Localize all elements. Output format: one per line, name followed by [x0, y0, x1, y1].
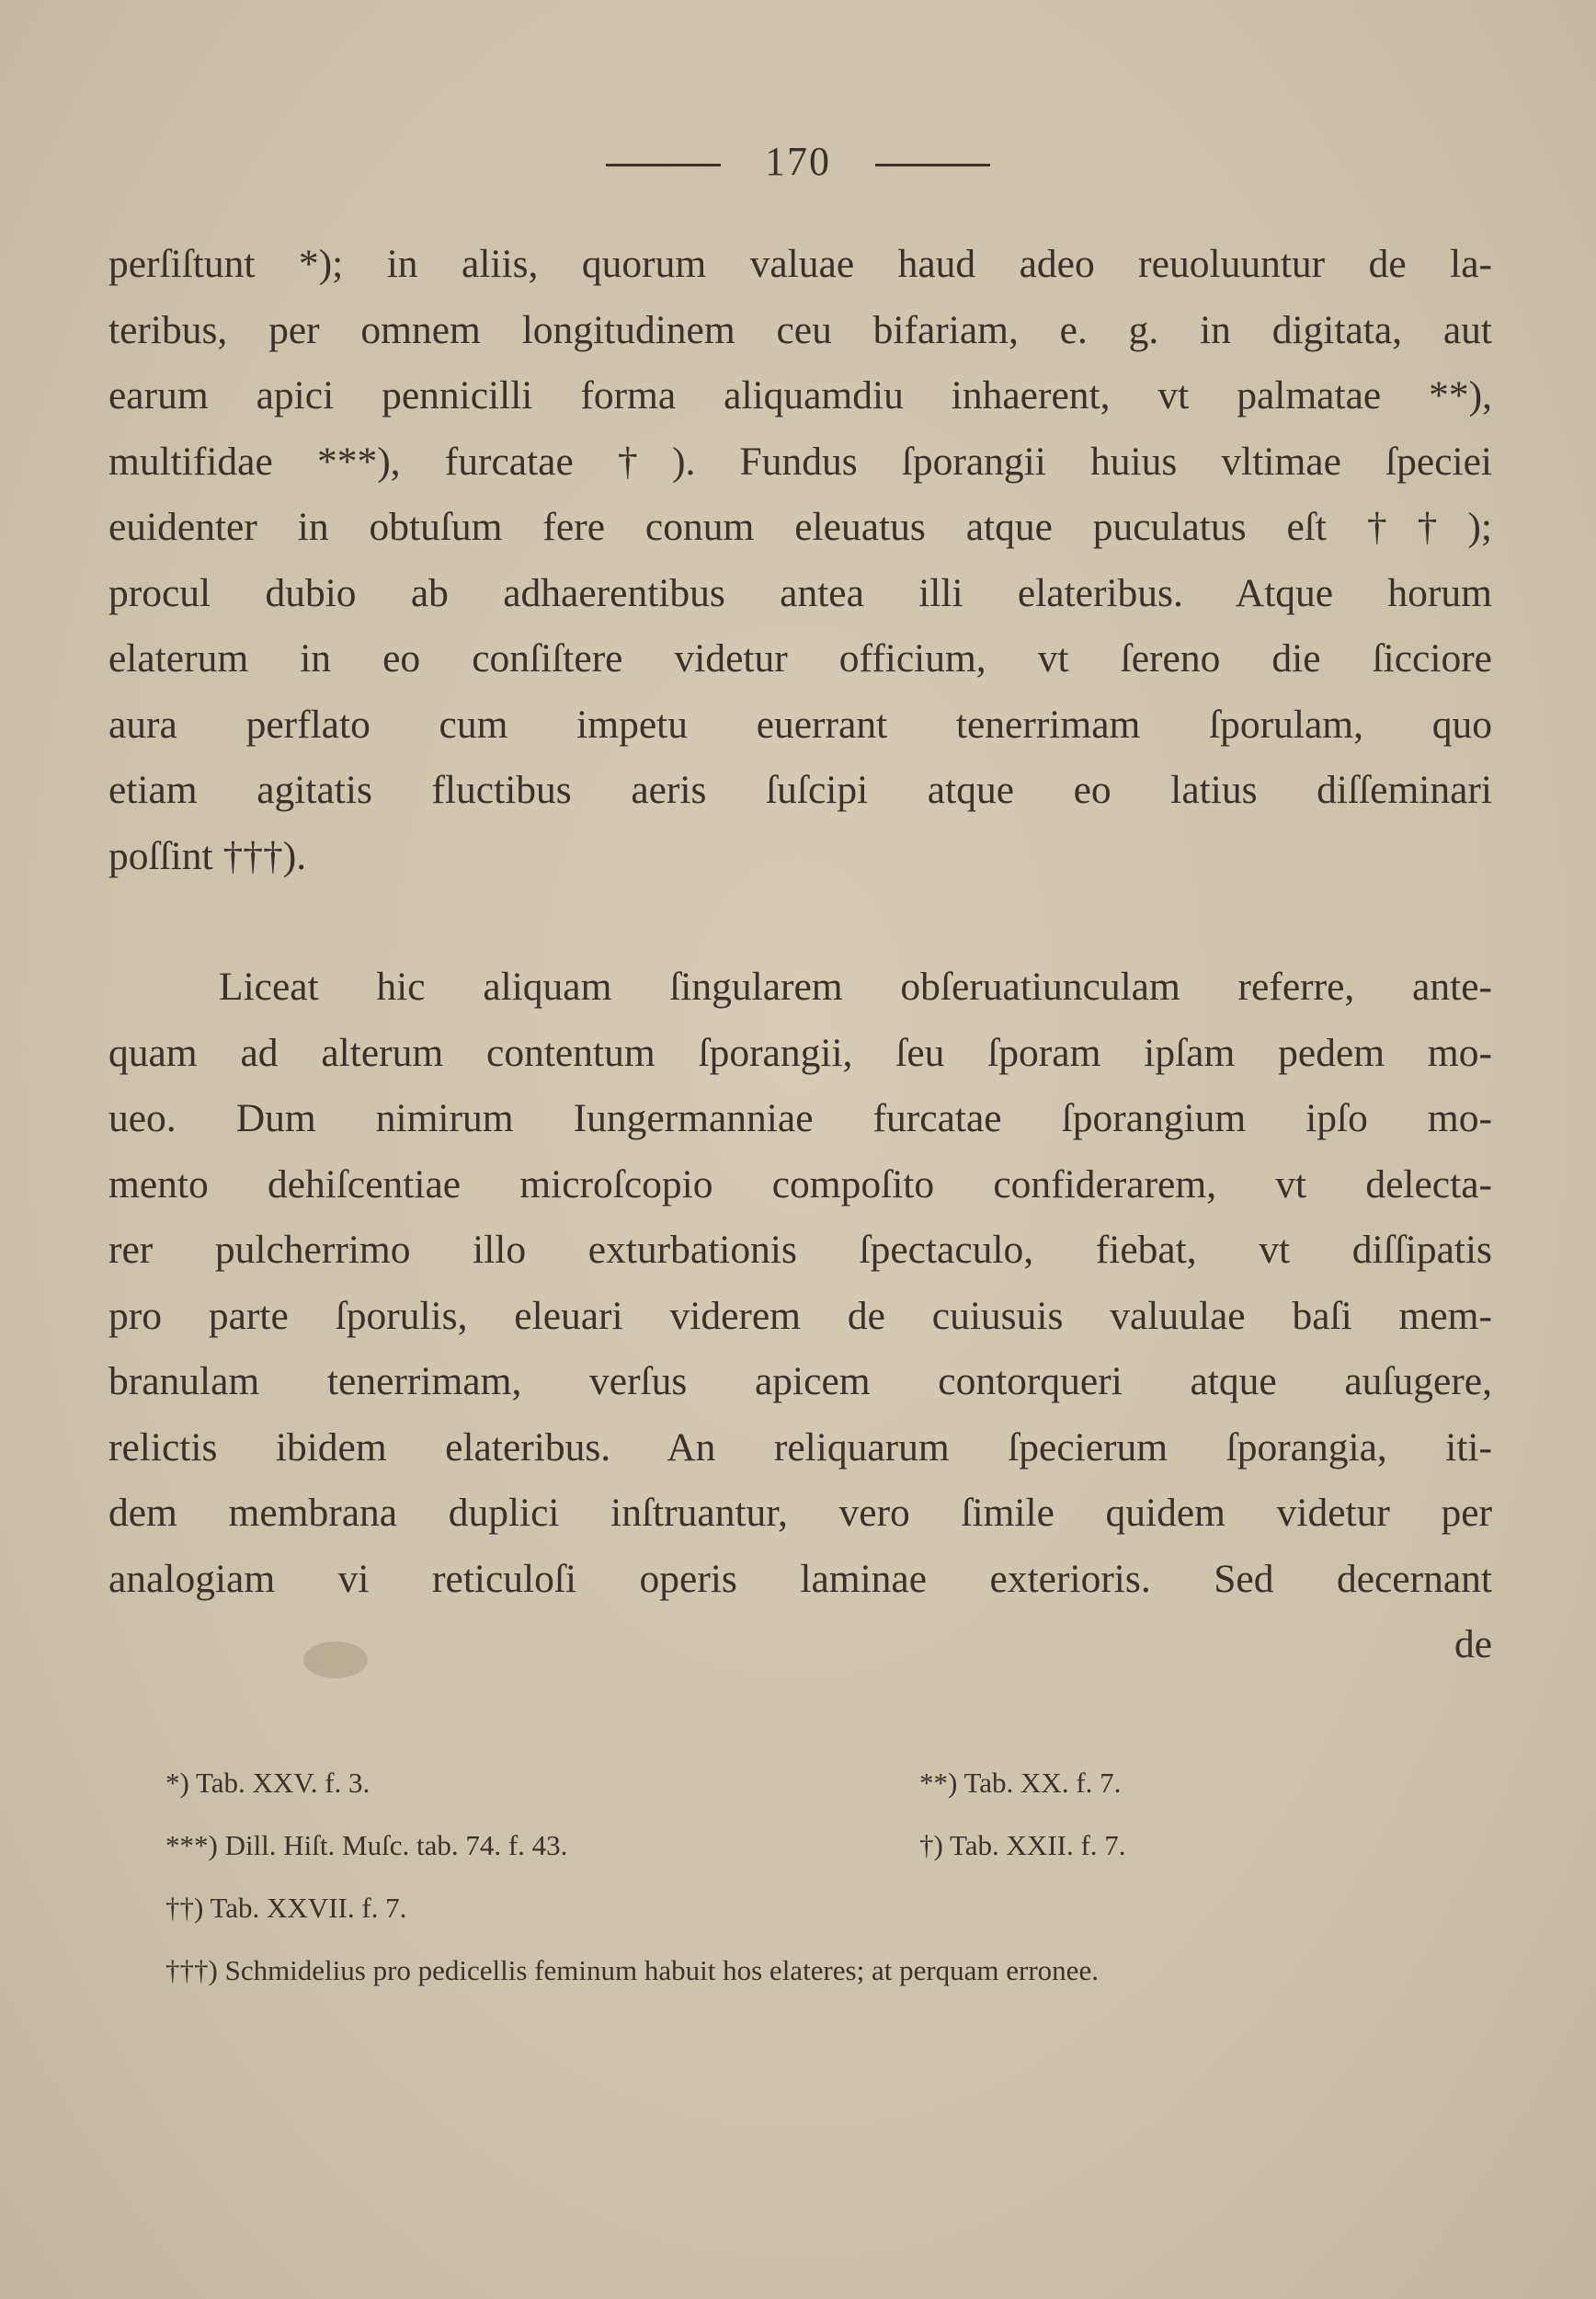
footnote: **) Tab. XX. f. 7.	[919, 1767, 1122, 1799]
text-line: relictis ibidem elateribus. An reliquarum ſpecierum ſporangia, iti-	[108, 1424, 1492, 1470]
text-line: mento dehiſcentiae microſcopio compoſito confiderarem, vt delecta-	[108, 1161, 1492, 1207]
text-line: rer pulcherrimo illo exturbationis ſpectaculo, fiebat, vt diſſipatis	[108, 1228, 1492, 1272]
text-line: earum apici pennicilli forma aliquamdiu inhaerent, vt palmatae **),	[108, 373, 1492, 417]
footnote: †††) Schmidelius pro pedicellis feminum habuit hos elateres; at perquam erronee.	[165, 1954, 1099, 1986]
footnote-row	[165, 1814, 1397, 1877]
text-line: quam ad alterum contentum ſporangii, ſeu ſporam ipſam pedem mo-	[108, 1030, 1492, 1075]
text-line: analogiam vi reticuloſi operis laminae exterioris. Sed decernant	[108, 1556, 1492, 1601]
paper-stain	[303, 1641, 368, 1678]
footnote-row	[165, 1877, 1397, 1939]
text-line: euidenter in obtuſum fere conum eleuatus atque puculatus eſt ††);	[108, 505, 1492, 549]
text-line: Liceat hic aliquam ſingularem obſeruatiunculam referre, ante-	[219, 965, 1492, 1009]
footnote-row	[165, 1939, 1397, 2002]
paragraph-gap	[108, 889, 1492, 955]
text-line: poſſint †††).	[108, 833, 307, 878]
header-rule-right	[875, 164, 990, 166]
footnote: ***) Dill. Hiſt. Muſc. tab. 74. f. 43.	[165, 1829, 568, 1861]
text-line: dem membrana duplici inſtruantur, vero ſimile quidem videtur per	[108, 1491, 1492, 1535]
text-line: perſiſtunt *); in aliis, quorum valuae haud adeo reuoluuntur de la-	[108, 242, 1492, 286]
footnote: ††) Tab. XXVII. f. 7.	[165, 1892, 407, 1924]
text-line: procul dubio ab adhaerentibus antea illi elateribus. Atque horum	[108, 570, 1492, 615]
text-line: branulam tenerrimam, verſus apicem contorqueri atque auſugere,	[108, 1359, 1492, 1403]
text-line: elaterum in eo conſiſtere videtur officium, vt ſereno die ſicciore	[108, 636, 1492, 681]
text-line: etiam agitatis fluctibus aeris ſuſcipi atque eo latius diſſeminari	[108, 768, 1492, 812]
footnote-row	[165, 1752, 1397, 1814]
footnote: *) Tab. XXV. f. 3.	[165, 1767, 370, 1799]
body-text	[108, 232, 1492, 1678]
text-line: teribus, per omnem longitudinem ceu bifariam, e. g. in digitata, aut	[108, 307, 1492, 352]
page-header	[0, 138, 1596, 185]
page-number: 170	[765, 139, 831, 184]
text-line: aura perflato cum impetu euerrant tenerrimam ſporulam, quo	[108, 702, 1492, 747]
header-rule-left	[606, 164, 721, 166]
text-line: ueo. Dum nimirum Iungermanniae furcatae ſporangium ipſo mo-	[108, 1096, 1492, 1140]
footnote: †) Tab. XXII. f. 7.	[919, 1829, 1126, 1861]
text-line: pro parte ſporulis, eleuari viderem de cuiusuis valuulae baſi mem-	[108, 1293, 1492, 1338]
catchword: de	[1454, 1622, 1492, 1666]
text-line: multifidae ***), furcatae †). Fundus ſporangii huius vltimae ſpeciei	[108, 439, 1492, 484]
footnotes	[165, 1752, 1397, 2002]
